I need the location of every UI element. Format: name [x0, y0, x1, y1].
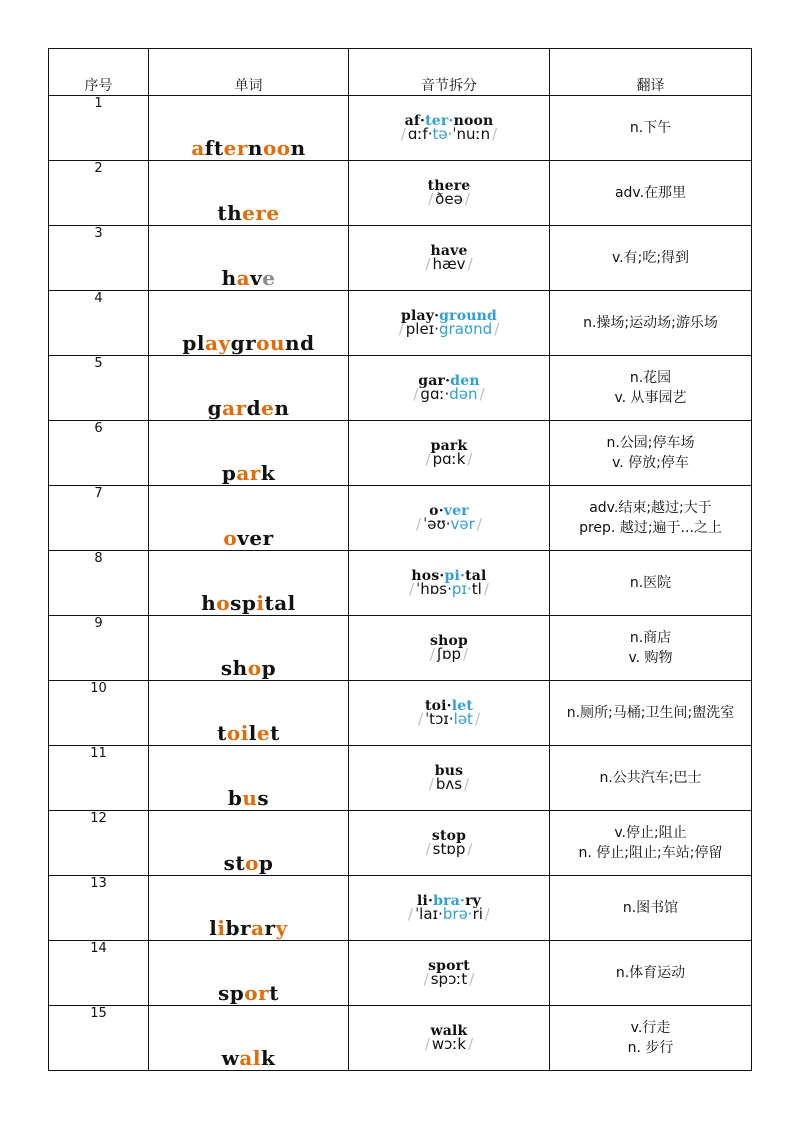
phonetic-slash-right: /	[483, 580, 489, 598]
translation-cell	[550, 291, 752, 356]
phonetic-transcription	[349, 907, 549, 922]
row-number: 13	[49, 876, 149, 941]
phonetic-transcription	[349, 127, 549, 142]
row-number: 12	[49, 811, 149, 876]
phonetic-transcription	[349, 777, 549, 792]
word-letters: e	[256, 721, 271, 745]
word-letters: oo	[262, 136, 291, 160]
translation-line: n.花园	[629, 369, 672, 386]
table-body	[49, 96, 752, 1071]
translation-cell	[550, 941, 752, 1006]
table-row	[49, 616, 752, 681]
phonetic-part: ri	[472, 905, 483, 923]
phonetic-slash-right: /	[492, 125, 498, 143]
phonetic-slash-right: /	[464, 190, 470, 208]
phonetic-transcription	[349, 387, 549, 402]
syllable-part: stop	[431, 828, 467, 844]
word-letters: i	[256, 591, 265, 615]
syllable-part: ry	[465, 893, 481, 909]
word-letters: v	[250, 266, 263, 290]
phonetic-part: tl	[471, 580, 482, 598]
word-letters: ar	[236, 461, 261, 485]
phonetic-slash-right: /	[476, 515, 482, 533]
row-number: 5	[49, 356, 149, 421]
syllable-part: ter·	[425, 113, 454, 129]
translation-line: v. 停放;停车	[612, 455, 689, 471]
phonetic-slash-left: /	[428, 190, 434, 208]
word-letters: a	[191, 136, 205, 160]
phonetic-part: vər	[450, 515, 475, 533]
phonetic-slash-right: /	[467, 450, 473, 468]
row-number: 3	[49, 226, 149, 291]
word-cell	[149, 161, 349, 226]
word-letters: o	[223, 526, 238, 550]
phonetic-slash-right: /	[494, 320, 500, 338]
word-letters: t	[269, 981, 279, 1005]
word-cell	[149, 486, 349, 551]
syllable-part: park	[430, 438, 468, 454]
word-letters: oi	[226, 721, 249, 745]
word-cell	[149, 1006, 349, 1071]
syllable-cell	[349, 291, 550, 356]
translation-line: v.停止;阻止	[614, 824, 687, 841]
word-letters: r	[264, 916, 276, 940]
syllable-part: sport	[428, 958, 470, 974]
row-number: 9	[49, 616, 149, 681]
word-cell	[149, 551, 349, 616]
syllable-part: ground	[439, 308, 498, 324]
syllable-cell	[349, 226, 550, 291]
word-letters: ver	[237, 526, 274, 550]
row-number: 6	[49, 421, 149, 486]
phonetic-slash-right: /	[463, 645, 469, 663]
word-cell	[149, 616, 349, 681]
word-letters: l	[248, 721, 257, 745]
word-letters: al	[239, 1046, 261, 1070]
word-cell	[149, 356, 349, 421]
word-letters: k	[260, 1046, 276, 1070]
table-row	[49, 96, 752, 161]
syllable-cell	[349, 96, 550, 161]
phonetic-slash-left: /	[413, 385, 419, 403]
translation-cell	[550, 226, 752, 291]
table-row	[49, 681, 752, 746]
phonetic-part: stɒp	[432, 840, 466, 858]
translation-line: n.医院	[629, 574, 672, 591]
word-letters: pl	[182, 331, 206, 355]
phonetic-part: ɑːf·	[407, 125, 433, 143]
phonetic-slash-left: /	[423, 970, 429, 988]
phonetic-part: ʃɒp	[436, 645, 462, 663]
syllable-part: ver	[443, 503, 469, 519]
table-row	[49, 161, 752, 226]
phonetic-slash-left: /	[409, 580, 415, 598]
phonetic-part: ˈhɒs·	[416, 580, 452, 598]
phonetic-transcription	[349, 452, 549, 467]
table-row	[49, 876, 752, 941]
syllable-part: let	[451, 698, 474, 714]
word-letters: k	[260, 461, 276, 485]
word-letters: y	[275, 916, 288, 940]
word-letters: or	[244, 981, 270, 1005]
syllable-part: walk	[430, 1023, 468, 1039]
word-letters: p	[261, 656, 277, 680]
syllable-part: toi·	[424, 698, 452, 714]
word-letters: g	[207, 396, 223, 420]
row-number: 4	[49, 291, 149, 356]
row-number: 15	[49, 1006, 149, 1071]
phonetic-part: ˈnuːn	[452, 125, 491, 143]
header-translation: 翻译	[550, 49, 752, 96]
syllable-part: tal	[465, 568, 487, 584]
table-row	[49, 551, 752, 616]
phonetic-transcription	[349, 257, 549, 272]
syllable-cell	[349, 876, 550, 941]
phonetic-slash-left: /	[428, 775, 434, 793]
translation-cell	[550, 1006, 752, 1071]
word-letters: ere	[242, 201, 280, 225]
table-row	[49, 421, 752, 486]
translation-line: adv.结束;越过;大于	[589, 499, 712, 516]
syllable-part: den	[450, 373, 480, 389]
word-letters: nd	[285, 331, 315, 355]
word-letters: n	[290, 136, 306, 160]
translation-cell	[550, 356, 752, 421]
word-letters: gr	[230, 331, 257, 355]
phonetic-part: pɑːk	[432, 450, 466, 468]
phonetic-transcription	[349, 192, 549, 207]
word-letters: ou	[256, 331, 286, 355]
translation-line: n. 停止;阻止;车站;停留	[578, 845, 723, 861]
word-letters: o	[247, 656, 262, 680]
row-number: 8	[49, 551, 149, 616]
phonetic-slash-left: /	[425, 255, 431, 273]
phonetic-part: tə·	[432, 125, 453, 143]
word-letters: tal	[264, 591, 296, 615]
table-row	[49, 356, 752, 421]
phonetic-slash-left: /	[429, 645, 435, 663]
word-letters: th	[217, 201, 243, 225]
word-letters: t	[217, 721, 227, 745]
translation-line: n.操场;运动场;游乐场	[583, 314, 718, 331]
word-letters: n	[274, 396, 290, 420]
syllable-cell	[349, 616, 550, 681]
syllable-part: have	[430, 243, 468, 259]
translation-line: n.公园;停车场	[606, 434, 695, 451]
translation-cell	[550, 616, 752, 681]
syllable-part: there	[427, 178, 471, 194]
translation-cell	[550, 746, 752, 811]
word-cell	[149, 96, 349, 161]
syllable-part: hos·	[411, 568, 445, 584]
table-row	[49, 1006, 752, 1071]
phonetic-part: gɑː·	[420, 385, 450, 403]
phonetic-part: bʌs	[435, 775, 463, 793]
word-letters: l	[209, 916, 218, 940]
row-number: 10	[49, 681, 149, 746]
phonetic-slash-right: /	[468, 1035, 474, 1053]
phonetic-slash-right: /	[484, 905, 490, 923]
phonetic-slash-left: /	[425, 450, 431, 468]
word-cell	[149, 876, 349, 941]
phonetic-transcription	[349, 712, 549, 727]
phonetic-part: graʊnd	[439, 320, 493, 338]
header-word: 单词	[149, 49, 349, 96]
phonetic-part: pɪ·	[451, 580, 472, 598]
phonetic-part: spɔːt	[430, 970, 468, 988]
syllable-part: li·	[417, 893, 434, 909]
syllable-cell	[349, 356, 550, 421]
word-letters: n	[247, 136, 263, 160]
syllable-cell	[349, 1006, 550, 1071]
word-letters: br	[225, 916, 252, 940]
word-letters: u	[242, 786, 258, 810]
translation-line: n.下午	[629, 119, 672, 136]
word-letters: a	[236, 266, 251, 290]
phonetic-slash-left: /	[425, 840, 431, 858]
translation-cell	[550, 486, 752, 551]
syllable-part: pi·	[444, 568, 466, 584]
phonetic-transcription	[349, 582, 549, 597]
phonetic-transcription	[349, 322, 549, 337]
syllable-cell	[349, 681, 550, 746]
phonetic-part: wɔːk	[431, 1035, 467, 1053]
phonetic-slash-left: /	[416, 515, 422, 533]
word-letters: e	[261, 396, 275, 420]
phonetic-part: pleɪ·	[405, 320, 440, 338]
row-number: 1	[49, 96, 149, 161]
syllable-part: shop	[430, 633, 468, 649]
translation-cell	[550, 421, 752, 486]
row-number: 2	[49, 161, 149, 226]
word-letters: o	[245, 851, 259, 875]
translation-line: v.有;吃;得到	[611, 249, 690, 266]
translation-cell	[550, 876, 752, 941]
word-letters: d	[246, 396, 262, 420]
row-number: 11	[49, 746, 149, 811]
translation-cell	[550, 161, 752, 226]
phonetic-slash-right: /	[464, 775, 470, 793]
translation-line: n.商店	[629, 629, 672, 646]
translation-line: adv.在那里	[614, 184, 687, 201]
phonetic-slash-left: /	[408, 905, 414, 923]
phonetic-part: ˈtɔɪ·	[425, 710, 454, 728]
word-letters: p	[258, 851, 274, 875]
word-letters: a	[251, 916, 265, 940]
translation-line: v. 从事园艺	[614, 390, 687, 406]
table-row	[49, 226, 752, 291]
word-letters: e	[262, 266, 276, 290]
phonetic-part: ðeə	[435, 190, 463, 208]
header-syllables: 音节拆分	[349, 49, 550, 96]
translation-cell	[550, 681, 752, 746]
syllable-cell	[349, 421, 550, 486]
table-row	[49, 291, 752, 356]
syllable-part: af·	[404, 113, 426, 129]
word-letters: sh	[220, 656, 248, 680]
phonetic-part: brə·	[442, 905, 473, 923]
table-header	[49, 49, 752, 96]
phonetic-part: dən	[449, 385, 478, 403]
phonetic-slash-left: /	[400, 125, 406, 143]
translation-cell	[550, 96, 752, 161]
word-letters: er	[223, 136, 248, 160]
syllable-cell	[349, 486, 550, 551]
word-letters: h	[201, 591, 217, 615]
word-cell	[149, 421, 349, 486]
row-number: 14	[49, 941, 149, 1006]
word-letters: h	[221, 266, 237, 290]
word-cell	[149, 291, 349, 356]
translation-cell	[550, 551, 752, 616]
syllable-part: bus	[434, 763, 464, 779]
table-row	[49, 811, 752, 876]
word-letters: ar	[222, 396, 247, 420]
phonetic-transcription	[349, 842, 549, 857]
row-number: 7	[49, 486, 149, 551]
word-cell	[149, 226, 349, 291]
word-letters: sp	[230, 591, 257, 615]
word-cell	[149, 811, 349, 876]
phonetic-slash-right: /	[467, 840, 473, 858]
phonetic-slash-right: /	[469, 970, 475, 988]
phonetic-transcription	[349, 1037, 549, 1052]
phonetic-transcription	[349, 972, 549, 987]
word-letters: p	[221, 461, 237, 485]
phonetic-slash-left: /	[424, 1035, 430, 1053]
syllable-cell	[349, 811, 550, 876]
syllable-cell	[349, 746, 550, 811]
vocabulary-table	[48, 48, 752, 1071]
translation-cell	[550, 811, 752, 876]
phonetic-part: hæv	[432, 255, 466, 273]
header-number: 序号	[49, 49, 149, 96]
word-letters: ay	[205, 331, 231, 355]
table-row	[49, 486, 752, 551]
syllable-cell	[349, 551, 550, 616]
phonetic-slash-right: /	[467, 255, 473, 273]
translation-line: n.图书馆	[622, 899, 679, 916]
word-letters: st	[223, 851, 246, 875]
translation-line: v. 购物	[628, 650, 673, 666]
phonetic-part: ˈəʊ·	[423, 515, 451, 533]
phonetic-slash-left: /	[418, 710, 424, 728]
word-letters: o	[216, 591, 231, 615]
phonetic-slash-right: /	[474, 710, 480, 728]
translation-line: n.厕所;马桶;卫生间;盥洗室	[566, 704, 735, 721]
word-letters: i	[217, 916, 226, 940]
table-row	[49, 941, 752, 1006]
syllable-cell	[349, 941, 550, 1006]
word-cell	[149, 746, 349, 811]
translation-line: n.体育运动	[615, 964, 686, 981]
syllable-part: play·	[400, 308, 440, 324]
phonetic-slash-left: /	[398, 320, 404, 338]
translation-line: v.行走	[630, 1019, 671, 1036]
word-letters: b	[227, 786, 243, 810]
syllable-part: gar·	[418, 373, 451, 389]
table-row	[49, 746, 752, 811]
word-letters: t	[270, 721, 280, 745]
phonetic-part: lət	[453, 710, 473, 728]
phonetic-slash-right: /	[479, 385, 485, 403]
word-letters: w	[221, 1046, 240, 1070]
word-letters: s	[257, 786, 270, 810]
word-cell	[149, 681, 349, 746]
phonetic-transcription	[349, 517, 549, 532]
translation-line: n.公共汽车;巴士	[599, 769, 702, 786]
phonetic-part: ˈlaɪ·	[415, 905, 443, 923]
syllable-part: noon	[453, 113, 494, 129]
translation-line: n. 步行	[627, 1040, 674, 1056]
syllable-part: o·	[429, 503, 444, 519]
syllable-cell	[349, 161, 550, 226]
phonetic-transcription	[349, 647, 549, 662]
word-letters: sp	[218, 981, 245, 1005]
word-cell	[149, 941, 349, 1006]
translation-line: prep. 越过;遍于...之上	[579, 520, 722, 536]
syllable-part: bra·	[433, 893, 466, 909]
word-letters: ft	[204, 136, 224, 160]
